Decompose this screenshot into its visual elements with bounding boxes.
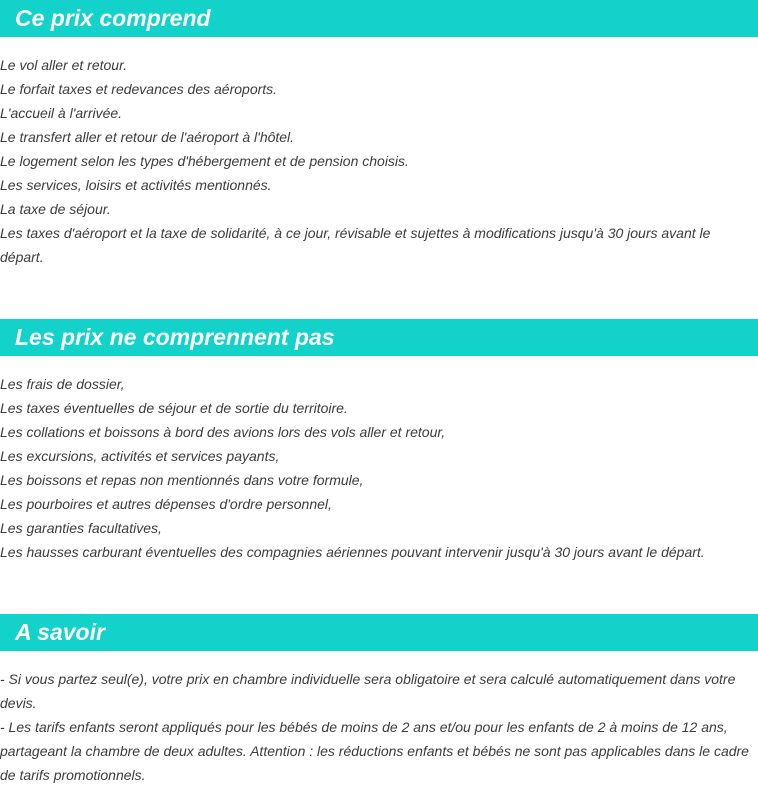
- section-header-ce-prix-comprend: [0, 0, 758, 37]
- section-header-a-savoir: [0, 614, 758, 651]
- section-title: Ce prix comprend: [15, 5, 211, 31]
- section-title: A savoir: [15, 619, 105, 645]
- list-item: L'accueil à l'arrivée.: [0, 105, 123, 121]
- list-item: Les taxes d'aéroport et la taxe de solidarité, à ce jour, révisable et sujettes à modifications jusqu'à 30 jours avant le départ.: [0, 225, 711, 265]
- list-item: Le transfert aller et retour de l'aéroport à l'hôtel.: [0, 129, 295, 145]
- list-item: Les collations et boissons à bord des avions lors des vols aller et retour,: [0, 424, 446, 440]
- excluded-list: [0, 372, 752, 564]
- list-item: Les boissons et repas non mentionnés dans votre formule,: [0, 472, 364, 488]
- list-item: Le forfait taxes et redevances des aéroports.: [0, 81, 278, 97]
- list-item: Les services, loisirs et activités mentionnés.: [0, 177, 272, 193]
- list-item: Les frais de dossier,: [0, 376, 125, 392]
- list-item: Les hausses carburant éventuelles des compagnies aériennes pouvant intervenir jusqu'à 30 jours avant le départ.: [0, 544, 705, 560]
- list-item: Les garanties facultatives,: [0, 520, 162, 536]
- section-header-les-prix-ne-comprennent-pas: [0, 319, 758, 356]
- list-item: Le vol aller et retour.: [0, 57, 128, 73]
- section-title: Les prix ne comprennent pas: [15, 324, 335, 350]
- list-item: Les taxes éventuelles de séjour et de sortie du territoire.: [0, 400, 348, 416]
- notes-list: [0, 667, 752, 787]
- included-list: [0, 53, 752, 269]
- list-item: - Si vous partez seul(e), votre prix en chambre individuelle sera obligatoire et sera calculé automatiquement dans votre devis.: [0, 671, 736, 711]
- list-item: Les pourboires et autres dépenses d'ordre personnel,: [0, 496, 332, 512]
- list-item: Le logement selon les types d'hébergement et de pension choisis.: [0, 153, 409, 169]
- list-item: Les excursions, activités et services payants,: [0, 448, 280, 464]
- list-item: - Les tarifs enfants seront appliqués pour les bébés de moins de 2 ans et/ou pour les enfants de 2 à moins de 12 ans, partageant la chambre de deux adultes. Attention : les réductions enfants et bébés ne sont pas applicables dans le cadre de tarifs promotionnels.: [0, 719, 749, 783]
- list-item: La taxe de séjour.: [0, 201, 111, 217]
